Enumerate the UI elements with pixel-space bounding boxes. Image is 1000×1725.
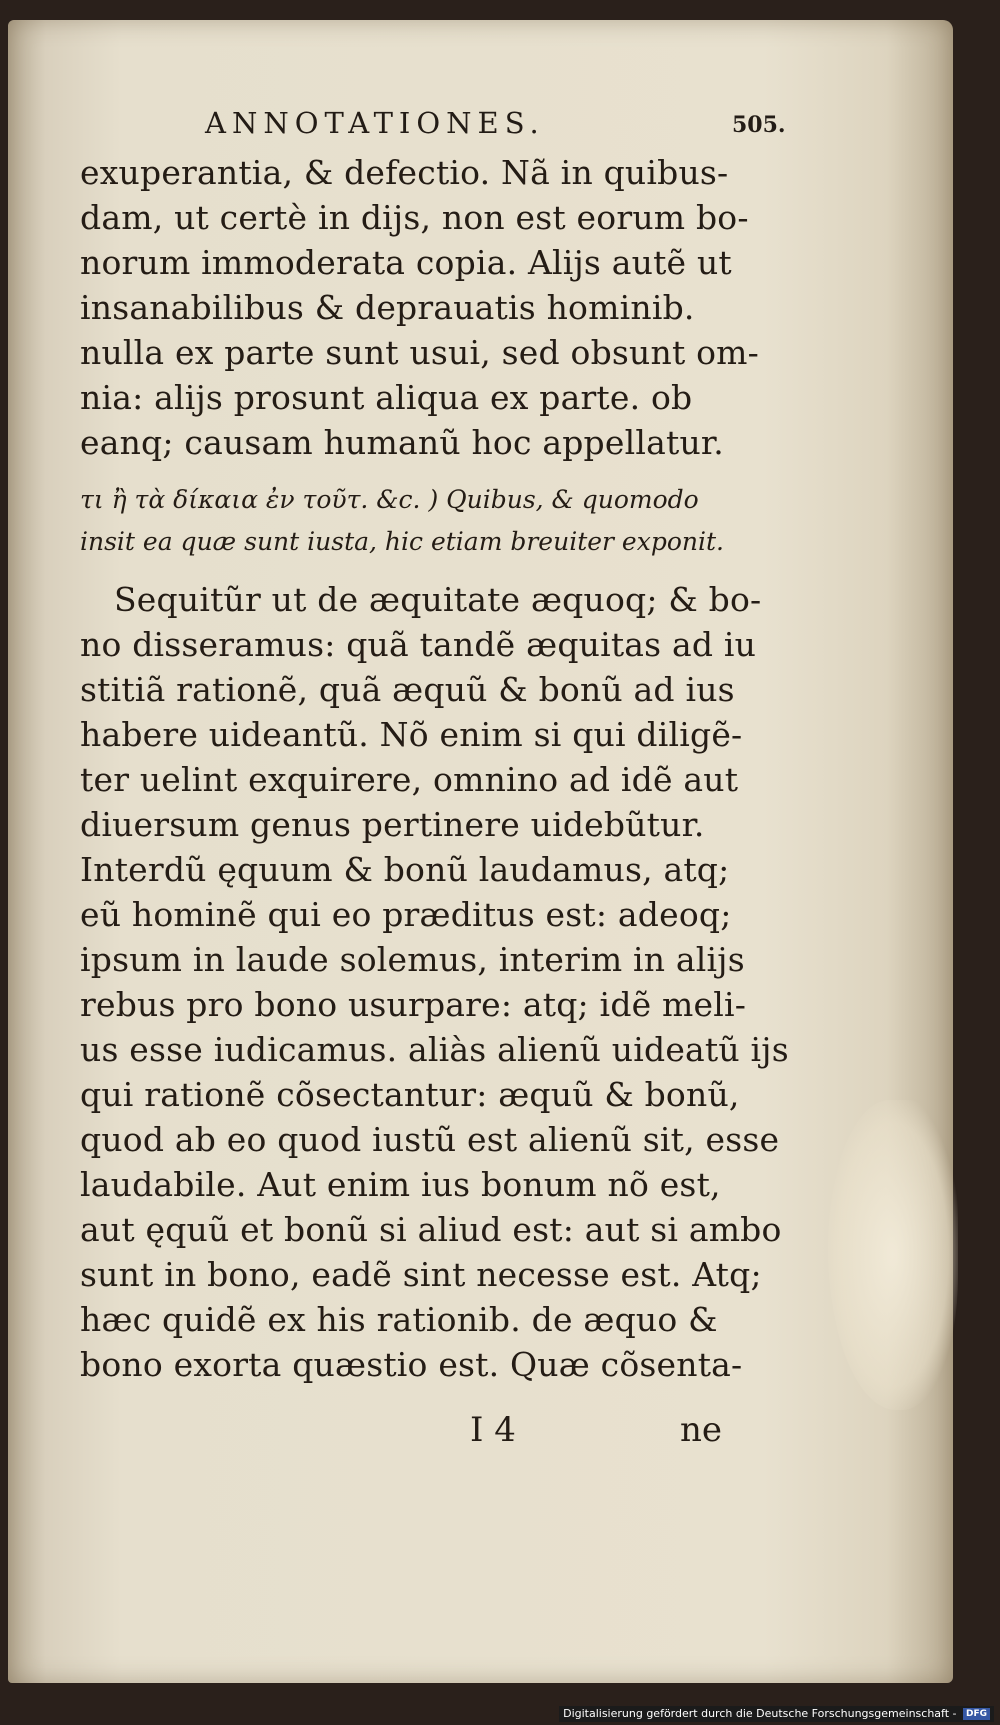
text-line: eũ hominẽ qui eo præditus est: adeoq; [80, 895, 732, 934]
signature-mark: I 4 [470, 1410, 516, 1450]
text-line: Interdũ ęquum & bonũ laudamus, atq; [80, 850, 730, 889]
text-block-top [80, 150, 770, 465]
dfg-logo: DFG [963, 1708, 990, 1720]
text-line: us esse iudicamus. aliàs alienũ uideatũ ijs [80, 1030, 789, 1069]
text-line: habere uideantũ. Nõ enim si qui diligẽ- [80, 715, 743, 754]
text-line: rebus pro bono usurpare: atq; idẽ meli- [80, 985, 747, 1024]
page-text [80, 150, 789, 1387]
text-line: diuersum genus pertinere uidebũtur. [80, 805, 705, 844]
text-line: norum immoderata copia. Alijs autẽ ut [80, 243, 732, 282]
text-line: ipsum in laude solemus, interim in alijs [80, 940, 745, 979]
text-line: sunt in bono, eadẽ sint necesse est. Atq; [80, 1255, 762, 1294]
text-line: nia: alijs prosunt aliqua ex parte. ob [80, 378, 693, 417]
text-line: qui rationẽ cõsectantur: æquũ & bonũ, [80, 1075, 740, 1114]
note-line: insit ea quæ sunt iusta, hic etiam breuiter exponit. [80, 527, 724, 556]
page-number: 505. [732, 112, 786, 138]
note-line: τι ἢ τὰ δίκαια ἐν τοῦτ. &c. ) Quibus, & quomodo [80, 485, 699, 514]
credit-text: Digitalisierung gefördert durch die Deutsche Forschungsgemeinschaft - [563, 1707, 957, 1720]
text-line: nulla ex parte sunt usui, sed obsunt om- [80, 333, 760, 372]
text-line: hæc quidẽ ex his rationib. de æquo & [80, 1300, 718, 1339]
text-line: no disseramus: quã tandẽ æquitas ad iu [80, 625, 757, 664]
text-line: aut ęquũ et bonũ si aliud est: aut si ambo [80, 1210, 782, 1249]
text-line: quod ab eo quod iustũ est alienũ sit, esse [80, 1120, 780, 1159]
text-line: dam, ut certè in dijs, non est eorum bo- [80, 198, 749, 237]
annotation-note [80, 479, 770, 563]
text-line: Sequitũr ut de æquitate æquoq; & bo- [114, 580, 762, 619]
text-block-main [80, 577, 789, 1387]
text-line: exuperantia, & defectio. Nã in quibus- [80, 153, 729, 192]
text-line: ter uelint exquirere, omnino ad idẽ aut [80, 760, 739, 799]
digitization-credit [559, 1706, 994, 1722]
text-line: insanabilibus & deprauatis hominib. [80, 288, 695, 327]
text-line: bono exorta quæstio est. Quæ cõsenta- [80, 1345, 743, 1384]
catchword: ne [680, 1410, 723, 1450]
text-line: eanq; causam humanũ hoc appellatur. [80, 423, 724, 462]
running-head: ANNOTATIONES. [205, 106, 545, 140]
text-line: laudabile. Aut enim ius bonum nõ est, [80, 1165, 721, 1204]
text-line: stitiã rationẽ, quã æquũ & bonũ ad ius [80, 670, 735, 709]
page-header [205, 106, 805, 140]
water-stain [828, 1100, 958, 1410]
